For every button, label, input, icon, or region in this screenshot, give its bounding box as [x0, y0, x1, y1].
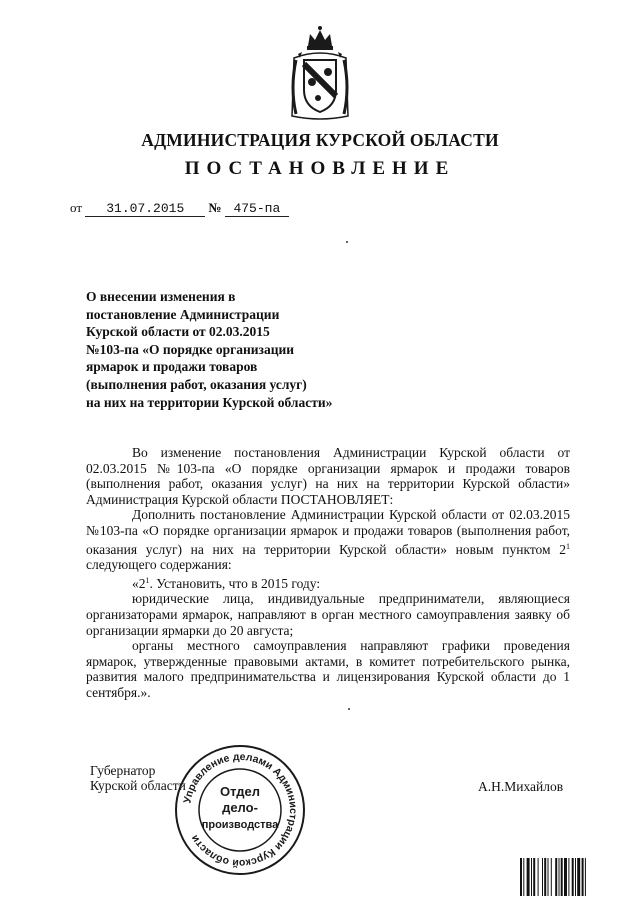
- clause-text: «2: [132, 575, 146, 591]
- office-stamp: [172, 742, 308, 878]
- number-prefix: №: [208, 200, 222, 215]
- body-paragraph-legal-entities: юридические лица, индивидуальные предприниматели, являющиеся организаторами ярмарок, направляют в орган местного самоуправления заявку об организации ярмарки до 20 августа;: [86, 591, 570, 638]
- position-line: Губернатор: [90, 763, 156, 778]
- subject-line: на них на территории Курской области»: [86, 394, 333, 410]
- document-date: 31.07.2015: [85, 202, 205, 217]
- clause-text-end: . Установить, что в 2015 году:: [149, 575, 321, 591]
- amendment-text-end: следующего содержания:: [86, 557, 232, 573]
- subject-line: постановление Администрации: [86, 306, 280, 322]
- position-line: Курской области: [90, 778, 186, 793]
- subject-line: О внесении изменения в: [86, 289, 236, 304]
- scan-speck: [346, 241, 348, 243]
- superscript: 1: [566, 541, 570, 551]
- body-paragraph-preamble: Во изменение постановления Администрации Курской области от 02.03.2015 №103-па «О порядке организации ярмарок и продажи товаров (выполнения работ, оказания услуг) на них на территории Курской области» Администрация Курской области ПОСТАНОВЛЯЕТ:: [86, 445, 570, 507]
- stamp-ring-text: Управление делами Администрации Курской области: [181, 750, 300, 870]
- coat-of-arms-emblem: [288, 24, 352, 124]
- subject-line: (выполнения работ, оказания услуг): [86, 376, 307, 392]
- document-number: 475-па: [225, 202, 289, 217]
- subject-line: ярмарок и продажи товаров: [86, 359, 258, 375]
- date-prefix: от: [70, 200, 83, 215]
- stamp-line: Отдел: [219, 784, 261, 799]
- scan-speck: [348, 708, 350, 710]
- organization-name: АДМИНИСТРАЦИЯ КУРСКОЙ ОБЛАСТИ: [141, 130, 499, 150]
- body-paragraph-amendment: [86, 507, 570, 572]
- signatory-name: А.Н.Михайлов: [478, 779, 564, 794]
- superscript: 1: [145, 575, 150, 585]
- document-body: [86, 445, 570, 701]
- subject-line: Курской области от 02.03.2015: [86, 324, 270, 340]
- barcode: [520, 858, 616, 896]
- stamp-line: дело-: [222, 800, 258, 815]
- document-subject: [86, 288, 386, 411]
- document-type: ПОСТАНОВЛЕНИЕ: [184, 158, 456, 179]
- subject-line: №103-па «О порядке организации: [86, 341, 295, 357]
- body-paragraph-local-authorities: органы местного самоуправления направляют графики проведения ярмарок, утвержденные правовыми актами, в комитет потребительского рынка, развития малого предпринимательства и лицензирования Курской области до 1 сентября.».: [86, 638, 570, 700]
- date-number-line: [70, 200, 289, 217]
- body-paragraph-clause: [86, 573, 570, 592]
- stamp-line: производства: [201, 819, 279, 831]
- amendment-text: Дополнить постановление Администрации Курской области от 02.03.2015 №103-па «О порядке организации ярмарок и продажи товаров (выполнения работ, оказания услуг) на них на территории Курской области» новым пунктом 2: [86, 507, 570, 557]
